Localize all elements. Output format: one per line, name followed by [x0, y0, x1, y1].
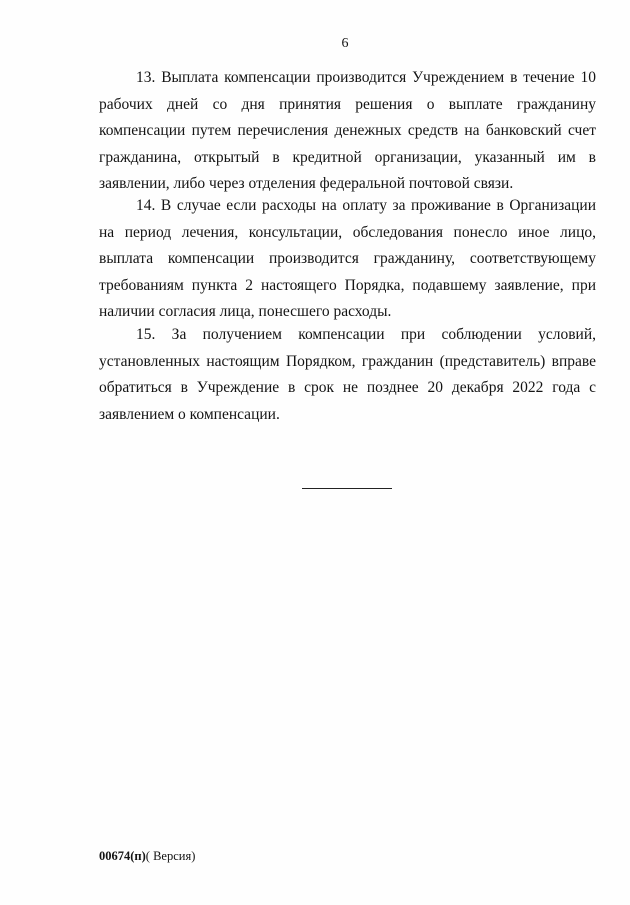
end-of-text-divider	[302, 488, 392, 489]
document-version: ( Версия)	[145, 849, 196, 863]
paragraph-14: 14. В случае если расходы на оплату за проживание в Организации на период лечения, консультации, обследования понесло иное лицо, выплата компенсации производится гражданину, соответствующему требованиям пункта 2 настоящего Порядка, подавшему заявление, при наличии согласия лица, понесшего расходы.	[99, 197, 596, 320]
document-code: 00674(п)	[99, 849, 146, 863]
document-footer	[99, 848, 195, 864]
paragraph-13: 13. Выплата компенсации производится Учреждением в течение 10 рабочих дней со дня принятия решения о выплате гражданину компенсации путем перечисления денежных средств на банковский счет гражданина, открытый в кредитной организации, указанный им в заявлении, либо через отделения федеральной почтовой связи.	[99, 69, 596, 192]
page-number: 6	[341, 36, 349, 51]
paragraph-15: 15. За получением компенсации при соблюдении условий, установленных настоящим Порядком, гражданин (представитель) вправе обратиться в Учреждение в срок не позднее 20 декабря 2022 года с заявлением о компенсации.	[99, 326, 596, 423]
